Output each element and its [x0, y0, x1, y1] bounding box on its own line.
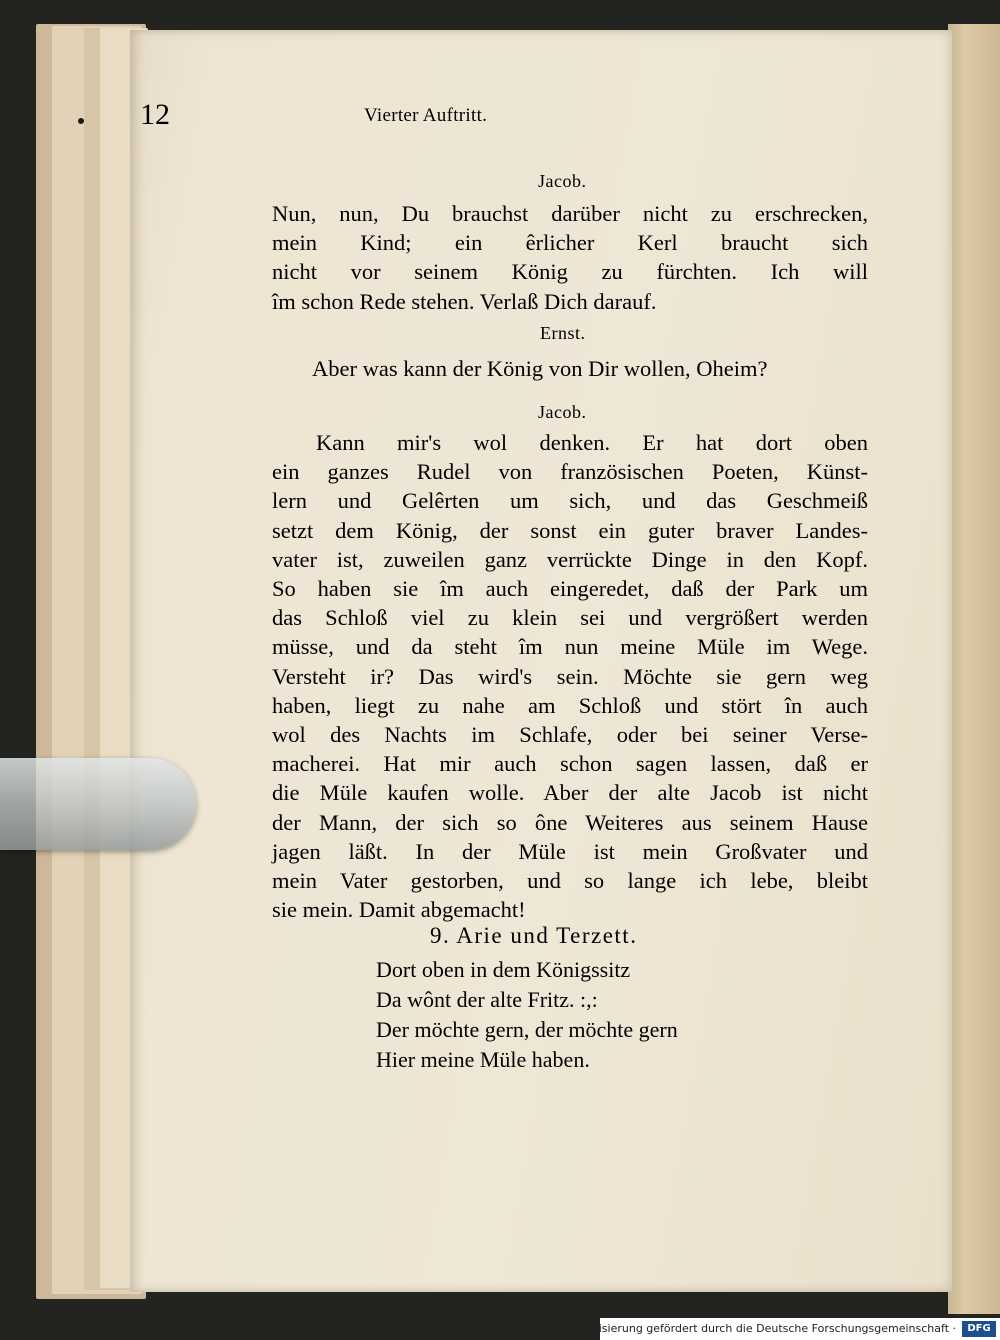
text-line: der Mann, der sich so ône Weiteres aus seinem Hause: [272, 809, 868, 835]
text-line: mein Vater gestorben, und so lange ich lebe, bleibt: [272, 868, 868, 894]
verse-line: Dort oben in dem Königssitz: [376, 957, 631, 982]
dialogue-paragraph: [272, 199, 868, 316]
dialogue-paragraph: [272, 428, 868, 924]
footer-credit: Digitalisierung gefördert durch die Deutsche Forschungsgemeinschaft ·: [563, 1322, 956, 1335]
text-line: jagen läßt. In der Müle ist mein Großvater und: [272, 838, 868, 864]
text-line: Aber was kann der König von Dir wollen, Oheim?: [312, 356, 768, 381]
text-line: So haben sie îm auch eingeredet, daß der Park um: [272, 576, 868, 602]
text-line: müsse, und da steht îm nun meine Müle im Wege.: [272, 634, 868, 660]
speaker-name: Jacob.: [538, 171, 587, 191]
glass-holder: [0, 758, 196, 850]
book-cover-edge: [948, 24, 1000, 1314]
text-line: wol des Nachts im Schlafe, oder bei seiner Verse-: [272, 722, 868, 748]
text-line: Kann mir's wol denken. Er hat dort oben: [316, 430, 868, 455]
text-line: ein ganzes Rudel von französischen Poeten, Künst-: [272, 459, 868, 485]
footer-bar: [563, 1318, 1000, 1340]
text-line: die Müle kaufen wolle. Aber der alte Jacob ist nicht: [272, 780, 868, 806]
song-verse: [376, 955, 678, 1075]
dfg-logo-icon: DFG: [962, 1321, 996, 1337]
text-line: nicht vor seinem König zu fürchten. Ich will: [272, 259, 868, 285]
text-line: setzt dem König, der sonst ein guter braver Landes-: [272, 517, 868, 543]
speaker-name: Ernst.: [540, 323, 586, 343]
text-line: Nun, nun, Du brauchst darüber nicht zu erschrecken,: [272, 201, 868, 226]
verse-line: Der möchte gern, der möchte gern: [376, 1017, 678, 1042]
text-line: haben, liegt zu nahe am Schloß und stört în auch: [272, 692, 868, 718]
verse-line: Hier meine Müle haben.: [376, 1047, 590, 1072]
speaker-name: Jacob.: [538, 402, 587, 422]
running-title: Vierter Auftritt.: [364, 105, 488, 126]
text-line: Versteht ir? Das wird's sein. Möchte sie gern weg: [272, 663, 868, 689]
page-number: 12: [140, 98, 170, 131]
text-line: vater ist, zuweilen ganz verrückte Dinge in den Kopf.: [272, 546, 868, 572]
text-line: lern und Gelêrten um sich, und das Geschmeiß: [272, 488, 868, 514]
text-line: mein Kind; ein êrlicher Kerl braucht sich: [272, 230, 868, 256]
verse-line: Da wônt der alte Fritz. :,:: [376, 987, 598, 1012]
text-line: îm schon Rede stehen. Verlaß Dich darauf.: [272, 288, 657, 314]
section-title: 9. Arie und Terzett.: [430, 923, 638, 948]
margin-dot: [78, 118, 84, 124]
dialogue-paragraph: [312, 354, 868, 383]
text-line: das Schloß viel zu klein sei und vergrößert werden: [272, 605, 868, 631]
text-line: macherei. Hat mir auch schon sagen lassen, daß er: [272, 751, 868, 777]
text-line: sie mein. Damit abgemacht!: [272, 897, 526, 923]
